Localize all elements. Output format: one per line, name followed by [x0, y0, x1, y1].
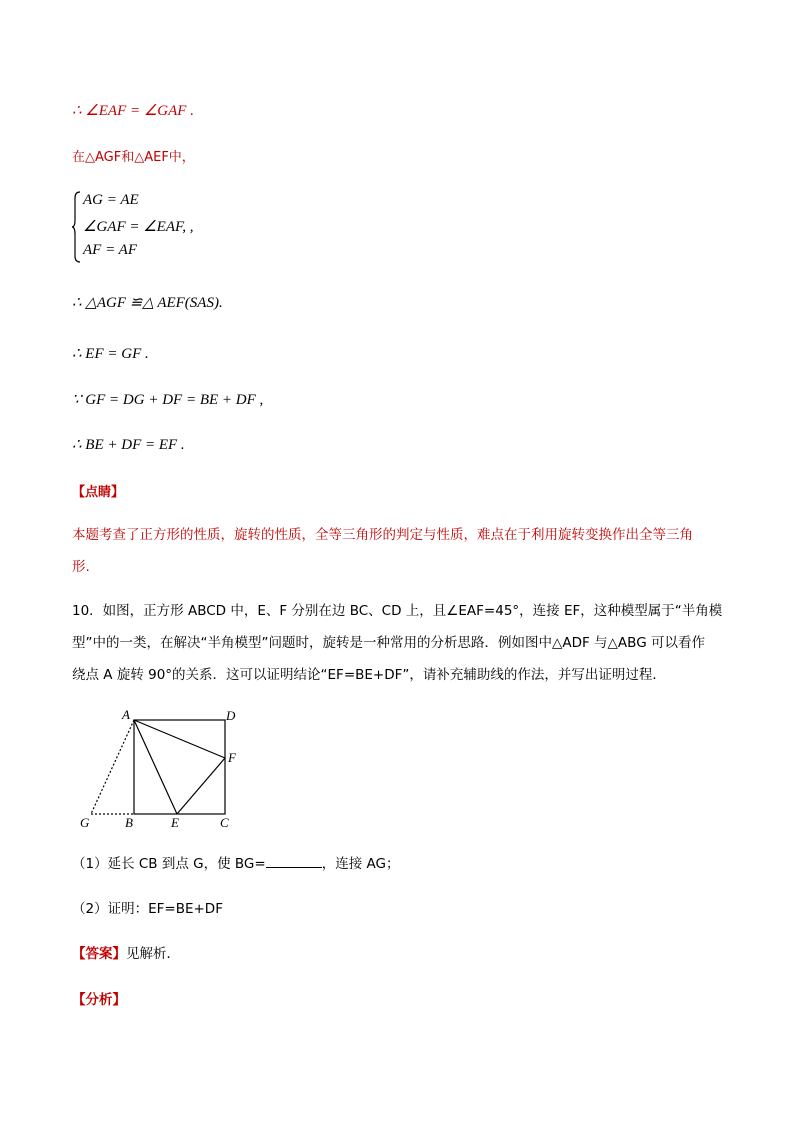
part-2: （2）证明：EF=BE+DF	[72, 901, 223, 917]
step-gf-expansion: ∵ GF = DG + DF = BE + DF ,	[72, 392, 264, 408]
label-f: F	[228, 750, 236, 765]
problem-line-1: 10．如图，正方形 ABCD 中，E、F 分别在边 BC、CD 上，且∠EAF=45°，连接 EF，这种模型属于“半角模	[72, 603, 723, 619]
segment-ef	[177, 758, 225, 814]
answer-text: 见解析．	[126, 946, 180, 962]
step-final-conclusion: ∴ BE + DF = EF .	[72, 437, 185, 453]
part-1-text-after: ，连接 AG；	[321, 856, 400, 872]
left-brace	[72, 190, 82, 264]
segment-ae	[134, 720, 177, 814]
label-g: G	[80, 815, 90, 830]
step-conclusion-angle: ∴ ∠EAF = ∠GAF .	[72, 103, 194, 119]
dianjing-header: 【点睛】	[72, 485, 125, 500]
square-abcd	[134, 720, 225, 814]
label-b: B	[125, 815, 133, 830]
segment-af	[134, 720, 225, 758]
dianjing-line-1: 本题考查了正方形的性质，旋转的性质，全等三角形的判定与性质，难点在于利用旋转变换作出全等三角	[72, 527, 693, 543]
system-row-2: ∠GAF = ∠EAF, ,	[83, 219, 194, 235]
system-row-3: AF = AF	[83, 242, 138, 258]
part-1	[72, 852, 399, 872]
step-congruence: ∴ △AGF ≌△ AEF(SAS).	[72, 295, 223, 311]
square-figure	[72, 703, 272, 833]
analysis-header: 【分析】	[72, 992, 126, 1008]
segment-ag-dotted	[91, 720, 134, 814]
label-a: A	[122, 707, 130, 722]
problem-statement	[72, 595, 724, 691]
answer-line	[72, 942, 180, 962]
problem-line-3: 绕点 A 旋转 90°的关系．这可以证明结论“EF=BE+DF”，请补充辅助线的作法，并写出证明过程．	[72, 667, 666, 683]
system-row-1: AG = AE	[83, 192, 139, 208]
equation-system	[72, 190, 272, 264]
step-ef-equals-gf: ∴ EF = GF .	[72, 346, 149, 362]
problem-line-2: 型”中的一类，在解决“半角模型”问题时，旋转是一种常用的分析思路．例如图中△ADF 与△ABG 可以看作	[72, 635, 705, 651]
label-c: C	[220, 815, 229, 830]
answer-header: 【答案】	[72, 946, 126, 962]
answer-blank[interactable]	[266, 853, 322, 868]
part-1-text: （1）延长 CB 到点 G，使 BG=	[72, 856, 266, 872]
dianjing-text	[72, 519, 724, 583]
step-consider-triangles: 在△AGF和△AEF中，	[72, 150, 195, 165]
label-d: D	[226, 708, 236, 723]
dianjing-line-2: 形.	[72, 559, 90, 575]
label-e: E	[171, 815, 179, 830]
